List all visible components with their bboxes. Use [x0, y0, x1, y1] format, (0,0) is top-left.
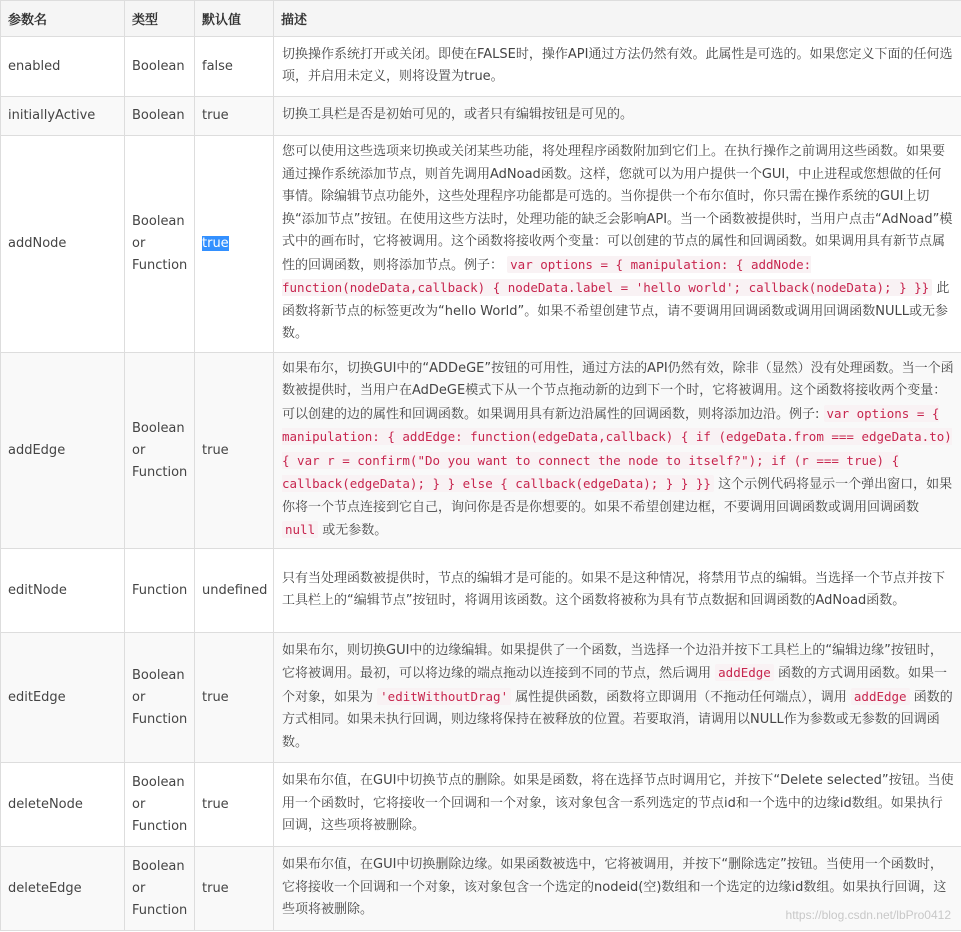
param-name: deleteEdge	[1, 847, 125, 931]
desc-text: 函数的方式调用函数。如果一个对象，如果为	[282, 666, 947, 705]
param-desc	[274, 353, 961, 549]
header-name: 参数名	[1, 1, 125, 37]
desc-text: 属性提供函数，函数将立即调用（不拖动任何端点），调用	[515, 689, 847, 705]
code-snippet: addEdge	[715, 664, 774, 681]
param-default: true	[195, 847, 274, 931]
param-type: Boolean	[125, 97, 195, 136]
param-desc: 如果布尔值，在GUI中切换节点的删除。如果是函数，将在选择节点时调用它，并按下“Delete selected”按钮。当使用一个函数时，它将接收一个回调和一个对象，该对象包含一系列选定的节点id和一个选中的边缘id数组。如果执行回调，这些项将被删除。	[274, 763, 961, 847]
param-default: true	[195, 763, 274, 847]
param-desc	[274, 633, 961, 763]
table-row	[1, 37, 961, 97]
param-type: Boolean or Function	[125, 353, 195, 549]
param-default: undefined	[195, 549, 274, 633]
param-name: editEdge	[1, 633, 125, 763]
table-row	[1, 549, 961, 633]
param-type: Function	[125, 549, 195, 633]
table-row	[1, 763, 961, 847]
desc-text: 此函数将新节点的标签更改为“hello World”。如果不希望创建节点，请不要调用回调函数或调用回调函数NULL或无参数。	[282, 281, 950, 342]
param-default: true	[195, 97, 274, 136]
param-name: editNode	[1, 549, 125, 633]
param-name: addEdge	[1, 353, 125, 549]
param-default	[195, 136, 274, 353]
desc-text: 或无参数。	[322, 523, 388, 538]
param-default: true	[195, 353, 274, 549]
param-type: Boolean or Function	[125, 847, 195, 931]
table-header-row	[1, 1, 961, 37]
param-type: Boolean	[125, 37, 195, 97]
param-default: true	[195, 633, 274, 763]
param-name: deleteNode	[1, 763, 125, 847]
desc-text: 您可以使用这些选项来切换或关闭某些功能，将处理程序函数附加到它们上。在执行操作之前调用这些函数。如果要通过操作系统添加节点，则首先调用AdNoad函数。这样，您就可以为用户提供一个GUI，中止进程或您想做的任何事情。除编辑节点功能外，这些处理程序功能都是可选的。当你提供一个布尔值时，你只需在操作系统的GUI上切换“添加节点”按钮。在使用这些方法时，处理功能的缺乏会影响API。当一个函数被提供时，当用户点击“AdNoad”模式中的画布时，它将被调用。这个函数将接收两个变量：可以创建的节点的属性和回调函数。如果调用具有新节点属性的回调函数，则将添加节点。例子：	[282, 144, 953, 273]
selected-text[interactable]: true	[202, 236, 229, 251]
param-name: enabled	[1, 37, 125, 97]
code-snippet: addEdge	[851, 688, 910, 705]
param-type: Boolean or Function	[125, 633, 195, 763]
param-desc: 只有当处理函数被提供时，节点的编辑才是可能的。如果不是这种情况，将禁用节点的编辑。当选择一个节点并按下工具栏上的“编辑节点”按钮时，将调用该函数。这个函数将被称为具有节点数据和回调函数的AdNoad函数。	[274, 549, 961, 633]
code-snippet: var options = { manipulation: { addNode: function(nodeData,callback) { nodeData.label = 'hello world'; callback(nodeData); } }}	[282, 256, 932, 297]
desc-text: 如果布尔，则切换GUI中的边缘编辑。如果提供了一个函数，当选择一个边沿并按下工具栏上的“编辑边缘”按钮时，它将被调用。最初，可以将边缘的端点拖动以连接到不同的节点，然后调用	[282, 642, 943, 682]
table-row	[1, 353, 961, 549]
table-row	[1, 97, 961, 136]
param-type: Boolean or Function	[125, 763, 195, 847]
param-type: Boolean or Function	[125, 136, 195, 353]
param-desc	[274, 136, 961, 353]
table-row	[1, 136, 961, 353]
watermark: https://blog.csdn.net/lbPro0412	[785, 908, 951, 922]
param-desc: 如果布尔值，在GUI中切换删除边缘。如果函数被选中，它将被调用，并按下“删除选定”按钮。当使用一个函数时，它将接收一个回调和一个对象，该对象包含一个选定的nodeid(空)数组和一个选定的边缘id数组。如果执行回调，这些项将被删除。	[274, 847, 961, 931]
param-default: false	[195, 37, 274, 97]
code-snippet: 'editWithoutDrag'	[377, 688, 511, 705]
param-name: addNode	[1, 136, 125, 353]
param-name: initiallyActive	[1, 97, 125, 136]
header-desc: 描述	[274, 1, 961, 37]
desc-text: 这个示例代码将显示一个弹出窗口，如果你将一个节点连接到它自己，询问你是否是你想要的。如果不希望创建边框，不要调用回调函数或调用回调函数	[282, 477, 953, 515]
code-snippet: null	[282, 521, 318, 538]
code-snippet: var options = { manipulation: { addEdge: function(edgeData,callback) { if (edgeData.from === edgeData.to) { var r = confirm("Do you want to connect the node to itself?"); if (r === true) { callback(edgeData); } } else { callback(edgeData); } } }}	[282, 405, 952, 491]
desc-text: 如果布尔，切换GUI中的“ADDeGE”按钮的可用性，通过方法的API仍然有效，除非（显然）没有处理函数。当一个函数被提供时，当用户在AdDeGE模式下从一个节点拖动新的边到下一个时，它将被调用。这个函数将接收两个变量：可以创建的边的属性和回调函数。如果调用具有新边沿属性的回调函数，则将添加边沿。例子:	[282, 360, 954, 422]
header-type: 类型	[125, 1, 195, 37]
param-desc: 切换工具栏是否是初始可见的，或者只有编辑按钮是可见的。	[274, 97, 961, 136]
param-desc: 切换操作系统打开或关闭。即使在FALSE时，操作API通过方法仍然有效。此属性是可选的。如果您定义下面的任何选项，并启用未定义，则将设置为true。	[274, 37, 961, 97]
table-row	[1, 633, 961, 763]
header-default: 默认值	[195, 1, 274, 37]
desc-text: 函数的方式相同。如果未执行回调，则边缘将保持在被释放的位置。若要取消，请调用以NULL作为参数或无参数的回调函数。	[282, 689, 953, 750]
